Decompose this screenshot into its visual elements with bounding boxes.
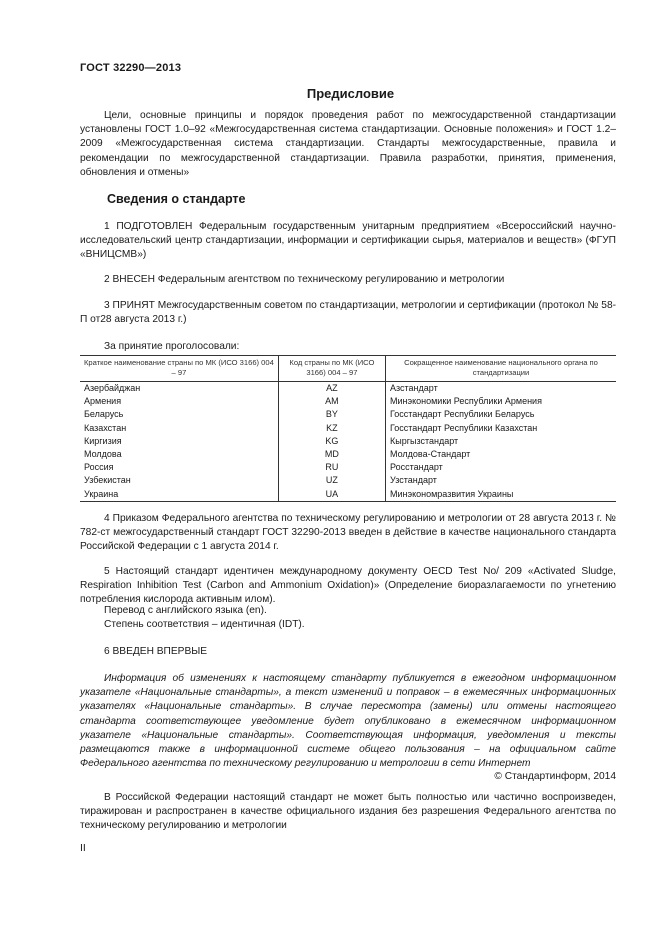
country-name: Беларусь	[84, 409, 124, 420]
table-row	[80, 395, 616, 408]
info-item-3: 3 ПРИНЯТ Межгосударственным советом по стандартизации, метрологии и сертификации (протокол № 58-П от28 августа 2013 г.)	[80, 300, 617, 326]
country-code: AZ	[278, 382, 385, 396]
reproduction-restriction: В Российской Федерации настоящий стандарт не может быть полностью или частично воспроизведен, тиражирован и распространен в качестве официального издания без разрешения Федерального агентства по техническому регулированию и метрологии	[80, 792, 616, 832]
table-row	[80, 435, 616, 448]
info-title: Сведения о стандарте	[107, 192, 246, 206]
authority-name: Минэкономики Республики Армения	[386, 395, 617, 408]
foreword-title: Предисловие	[306, 86, 395, 101]
country-code: KZ	[278, 422, 385, 435]
country-code: MD	[278, 448, 385, 461]
authority-name: Минэкономразвития Украины	[386, 488, 617, 502]
table-row	[80, 448, 616, 461]
country-code: UA	[278, 488, 385, 502]
country-name: Казахстан	[84, 422, 127, 433]
info-item-2: 2 ВНЕСЕН Федеральным агентством по техническому регулированию и метрологии	[104, 274, 505, 285]
country-code: UZ	[278, 474, 385, 487]
voting-table	[80, 355, 616, 502]
authority-name: Азстандарт	[386, 382, 617, 396]
country-name: Россия	[84, 462, 114, 473]
country-code: AM	[278, 395, 385, 408]
authority-name: Узстандарт	[386, 474, 617, 487]
vote-intro: За принятие проголосовали:	[104, 341, 240, 352]
foreword-text: Цели, основные принципы и порядок проведения работ по межгосударственной стандартизации установлены ГОСТ 1.0–92 «Межгосударственная система стандартизации. Основные положения» и ГОСТ 1.2–2009 «Межгосударственная система стандартизации. Стандарты межгосударственные, правила и рекомендации по межгосударственной стандартизации. Правила разработки, принятия, применения, обновления и отмены»	[80, 110, 616, 178]
copyright: © Стандартинформ, 2014	[494, 771, 616, 782]
country-code: KG	[278, 435, 385, 448]
country-name: Узбекистан	[84, 475, 131, 486]
authority-name: Кыргызстандарт	[386, 435, 617, 448]
country-name: Киргизия	[84, 435, 122, 446]
conformity-note: Степень соответствия – идентичная (IDT).	[104, 619, 305, 630]
column-header-country: Краткое наименование страны по МК (ИСО 3166) 004 – 97	[80, 356, 278, 382]
table-row	[80, 422, 616, 435]
table-row	[80, 382, 616, 396]
country-name: Азербайджан	[84, 383, 141, 393]
authority-name: Госстандарт Республики Беларусь	[386, 408, 617, 421]
voting-table-header	[80, 356, 616, 382]
info-item-1: 1 ПОДГОТОВЛЕН Федеральным государственным унитарным предприятием «Всероссийский научно-исследовательский центр стандартизации, информации и сертификации сырья, материалов и веществ» (ФГУП «ВНИЦСМВ»)	[80, 221, 616, 261]
country-name: Украина	[80, 488, 278, 502]
page-number: II	[80, 842, 86, 854]
table-row	[80, 488, 616, 502]
column-header-authority: Сокращенное наименование национального органа по стандартизации	[386, 356, 617, 382]
authority-name: Госстандарт Республики Казахстан	[386, 422, 617, 435]
country-code: BY	[278, 408, 385, 421]
table-row	[80, 461, 616, 474]
country-code: RU	[278, 461, 385, 474]
info-item-6: 6 ВВЕДЕН ВПЕРВЫЕ	[104, 646, 208, 657]
column-header-code: Код страны по МК (ИСО 3166) 004 – 97	[278, 356, 385, 382]
translation-note: Перевод с английского языка (en).	[104, 605, 267, 616]
table-row	[80, 474, 616, 487]
authority-name: Росстандарт	[386, 461, 617, 474]
change-notice: Информация об изменениях к настоящему стандарту публикуется в ежегодном информационном указателе «Национальные стандарты», а текст изменений и поправок – в ежемесячных информационных указателях «Национальные стандарты». В случае пересмотра (замены) или отмены настоящего стандарта соответствующее уведомление будет опубликовано в ежемесячном информационном указателе «Национальные стандарты». Соответствующая информация, уведомления и тексты размещаются также в информационной системе общего пользования – на официальном сайте Федерального агентства по техническому регулированию и метрологии в сети Интернет	[80, 673, 616, 770]
country-name: Молдова	[84, 449, 122, 460]
country-name: Армения	[84, 396, 122, 407]
document-code-header: ГОСТ 32290—2013	[80, 62, 182, 74]
info-item-5: 5 Настоящий стандарт идентичен международному документу OECD Test No/ 209 «Activated Sludge, Respiration Inhibition Test (Carbon and Ammonium Oxidation)» (Определение биоразлагаемости по угнетению потребления кислорода активным илом).	[80, 566, 616, 606]
authority-name: Молдова-Стандарт	[386, 448, 617, 461]
info-item-4: 4 Приказом Федерального агентства по техническому регулированию и метрологии от 28 августа 2013 г. № 782-ст межгосударственный стандарт ГОСТ 32290-2013 введен в действие в качестве национального стандарта Российской Федерации с 1 августа 2014 г.	[80, 513, 616, 553]
table-row	[80, 408, 616, 421]
